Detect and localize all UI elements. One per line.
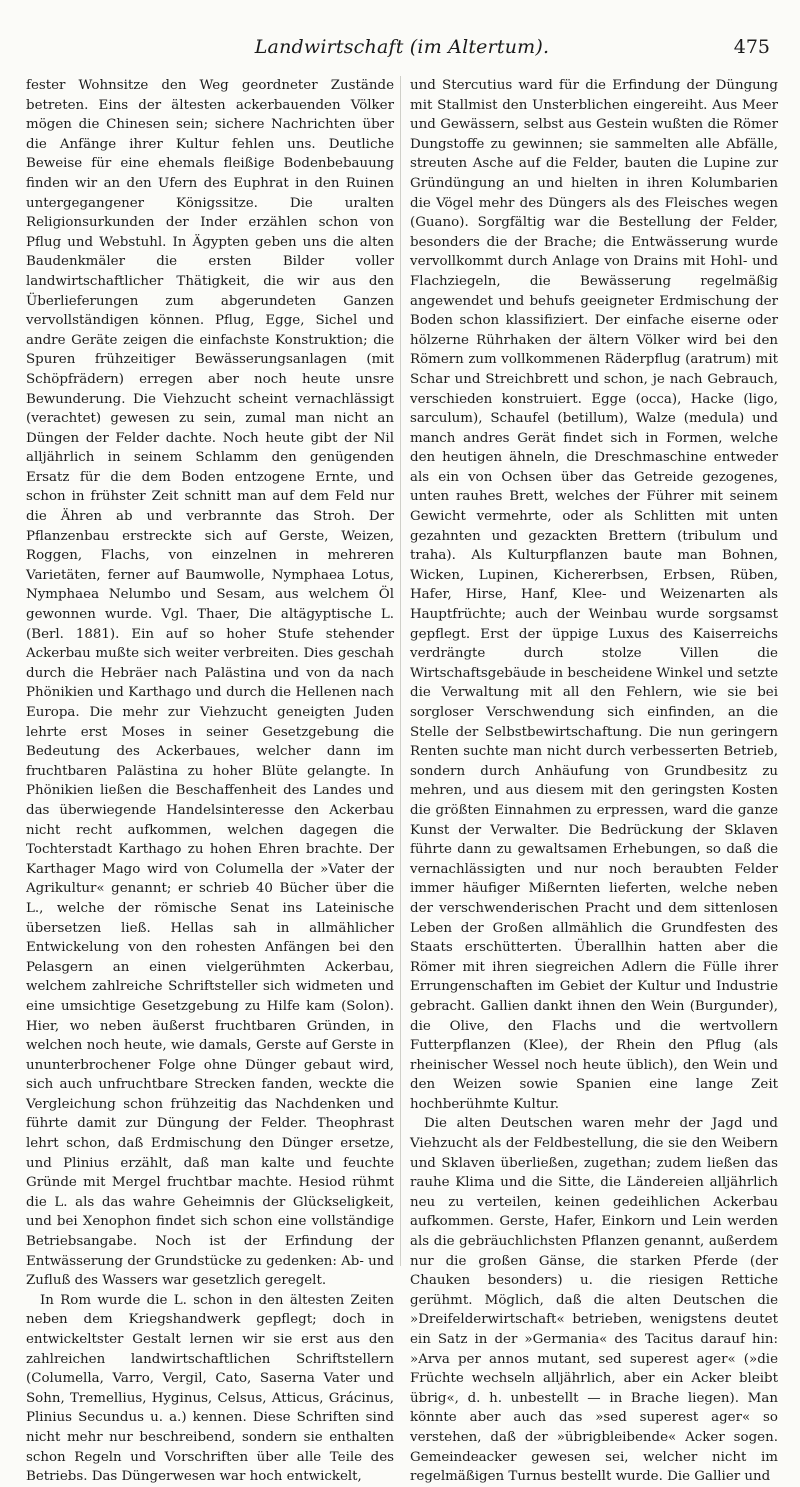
left-column [26, 76, 394, 1485]
right-column [410, 76, 779, 1485]
paragraph: Die alten Deutschen waren mehr der Jagd und Viehzucht als der Feldbestellung, die sie den Weibern und Sklaven überließen, zugethan; zudem ließen das rauhe Klima und die Sitte, die Ländereien alljährlich neu zu verteilen, keinen gedeihlichen Ackerbau aufkommen. Gerste, Hafer, Einkorn und Lein werden als die gebräuchlichsten Pflanzen genannt, außerdem nur die großen Gänse, die starken Pferde (der Chauken besonders) u. die riesigen Rettiche gerühmt. Möglich, daß die alten Deutschen die »Dreifelderwirtschaft« betrieben, wenigstens deutet ein Satz in der »Germania« des Tacitus darauf hin: »Arva per annos mutant, sed superest ager« (»die Früchte wechseln alljährlich, aber ein Acker bleibt übrig«, d. h. unbestellt — in Brache liegen). Man könnte aber auch das »sed superest ager« so verstehen, daß der »übrigbleibende« Acker sogen. Gemeindeacker gewesen sei, welcher nicht im regelmäßigen Turnus bestellt wurde. Die Gallier und [410, 1116, 778, 1485]
paragraph: und Stercutius ward für die Erfindung der Düngung mit Stallmist den Unsterblichen eingereiht. Aus Meer und Gewässern, selbst aus Gestein wußten die Römer Dungstoffe zu gewinnen; sie sammelten alle Abfälle, streuten Asche auf die Felder, bauten die Lupine zur Gründüngung an und hielten in ihren Kolumbarien die Vögel mehr des Düngers als des Fleisches wegen (Guano). Sorgfältig war die Bestellung der Felder, besonders die der Brache; die Entwässerung wurde vervollkommt durch Anlage von Drains mit Hohl- und Flachziegeln, die Bewässerung regelmäßig angewendet und behufs geeigneter Erdmischung der Boden schon klassifiziert. Der einfache eiserne oder hölzerne Rührhaken der ältern Völker wird bei den Römern zum vollkommenen Räderpflug (aratrum) mit Schar und Streichbrett und schon, je nach Gebrauch, verschieden konstruiert. Egge (occa), Hacke (ligo, sarculum), Schaufel (betillum), Walze (medula) und manch andres Gerät findet sich in Formen, welche den heutigen ähneln, die Dreschmaschine entweder als ein von Ochsen über das Getreide gezogenes, unten rauhes Brett, welches der Führer mit seinem Gewicht vermehrte, oder als Schlitten mit unten gezahnten und gezackten Brettern (tribulum und traha). Als Kulturpflanzen baute man Bohnen, Wicken, Lupinen, Kichererbsen, Erbsen, Rüben, Hafer, Hirse, Hanf, Klee- und Weizenarten als Hauptfrüchte; auch der Weinbau wurde sorgsamst gepflegt. Erst der üppige Luxus des Kaiserreichs verdrängte durch stolze Villen die Wirtschaftsgebäude in bescheidene Winkel und setzte die Verwaltung mit all den Fehlern, wie sie bei sorgloser Verschwendung sich einfinden, an die Stelle der Selbstbewirtschaftung. Die nun geringern Renten suchte man nicht durch verbesserten Betrieb, sondern durch Anhäufung von Grundbesitz zu mehren, und aus diesem mit den geringsten Kosten die größten Einnahmen zu erpressen, ward die ganze Kunst der Verwalter. Die Bedrückung der Sklaven führte dann zu gewaltsamen Erhebungen, so daß die vernachlässigten und nur noch beraubten Felder immer häufiger Mißernten lieferten, welche neben der verschwenderischen Pracht und dem sittenlosen Leben der Großen allmählich die Grundfesten des Staats erschütterten. Überallhin hatten aber die Römer mit ihren siegreichen Adlern die Fülle ihrer Errungenschaften im Gebiet der Kultur und Industrie gebracht. Gallien dankt ihnen den Wein (Burgunder), die Olive, den Flachs und die wertvollern Futterpflanzen (Klee), der Rhein den Pflug (als rheinischer Wessel noch heute üblich), den Wein und den Weizen sowie Spanien eine lange Zeit hochberühmte Kultur. [410, 78, 779, 1112]
page-number: 475 [733, 36, 770, 58]
running-head: Landwirtschaft (im Altertum). [254, 36, 550, 58]
text-columns [26, 76, 779, 1485]
column-divider [400, 76, 401, 1266]
page-header [26, 36, 778, 66]
paragraph: fester Wohnsitze den Weg geordneter Zustände betreten. Eins der ältesten ackerbauenden Völker mögen die Chinesen sein; sichere Nachrichten über die Anfänge ihrer Kultur fehlen uns. Deutliche Beweise für eine ehemals fleißige Bodenbebauung finden wir an den Ufern des Euphrat in den Ruinen untergegangener Königssitze. Die uralten Religionsurkunden der Inder erzählen schon von Pflug und Webstuhl. In Ägypten geben uns die alten Baudenkmäler die ersten Bilder voller landwirtschaftlicher Thätigkeit, die wir aus den Überlieferungen zum abgerundeten Ganzen vervollständigen können. Pflug, Egge, Sichel und andre Geräte zeigen die einfachste Konstruktion; die Spuren frühzeitiger Bewässerungsanlagen (mit Schöpfrädern) erregen aber noch heute unsre Bewunderung. Die Viehzucht scheint vernachlässigt (verachtet) gewesen zu sein, zumal man nicht an Düngen der Felder dachte. Noch heute gibt der Nil alljährlich in seinem Schlamm den genügenden Ersatz für die dem Boden entzogene Ernte, und schon in frühster Zeit schnitt man auf dem Feld nur die Ähren ab und verbrannte das Stroh. Der Pflanzenbau erstreckte sich auf Gerste, Weizen, Roggen, Flachs, von einzelnen in mehreren Varietäten, ferner auf Baumwolle, Nymphaea Lotus, Nymphaea Nelumbo und Sesam, aus welchem Öl gewonnen wurde. Vgl. Thaer, Die altägyptische L. (Berl. 1881). Ein auf so hoher Stufe stehender Ackerbau mußte sich weiter verbreiten. Dies geschah durch die Hebräer nach Palästina und von da nach Phönikien und Karthago und durch die Hellenen nach Europa. Die mehr zur Viehzucht geneigten Juden lehrte erst Moses in seiner Gesetzgebung die Bedeutung des Ackerbaues, welcher dann im fruchtbaren Palästina zu hoher Blüte gelangte. In Phönikien ließen die Beschaffenheit des Landes und das überwiegende Handelsinteresse den Ackerbau nicht recht aufkommen, welchen dagegen die Tochterstadt Karthago zu hohen Ehren brachte. Der Karthager Mago wird von Columella der »Vater der Agrikultur« genannt; er schrieb 40 Bücher über die L., welche der römische Senat ins Lateinische übersetzen ließ. Hellas sah in allmählicher Entwickelung von den rohesten Anfängen bei den Pelasgern an einen vielgerühmten Ackerbau, welchem zahlreiche Schriftsteller sich widmeten und eine umsichtige Gesetzgebung zu Hilfe kam (Solon). Hier, wo neben äußerst fruchtbaren Gründen, in welchen noch heute, wie damals, Gerste auf Gerste in ununterbrochener Folge ohne Dünger gebaut wird, sich auch unfruchtbare Strecken fanden, weckte die Vergleichung schon frühzeitig das Nachdenken und führte damit zur Düngung der Felder. Theophrast lehrt schon, daß Erdmischung den Dünger ersetze, und Plinius erzählt, daß man kalte und feuchte Gründe mit Mergel fruchtbar machte. Hesiod rühmt die L. als das wahre Geheimnis der Glückseligkeit, und bei Xenophon findet sich schon eine vollständige Betriebsangabe. Noch ist der Erfindung der Entwässerung der Grundstücke zu gedenken: Ab- und Zufluß des Wassers war gesetzlich geregelt. [26, 78, 394, 1289]
paragraph: In Rom wurde die L. schon in den ältesten Zeiten neben dem Kriegshandwerk gepflegt; doch in entwickeltster Gestalt lernen wir sie erst aus den zahlreichen landwirtschaftlichen Schriftstellern (Columella, Varro, Vergil, Cato, Saserna Vater und Sohn, Tremellius, Hyginus, Celsus, Atticus, Grácinus, Plinius Secundus u. a.) kennen. Diese Schriften sind nicht mehr nur beschreibend, sondern sie enthalten schon Regeln und Vorschriften über alle Teile des Betriebs. Das Düngerwesen war hoch entwickelt, [26, 1292, 394, 1485]
